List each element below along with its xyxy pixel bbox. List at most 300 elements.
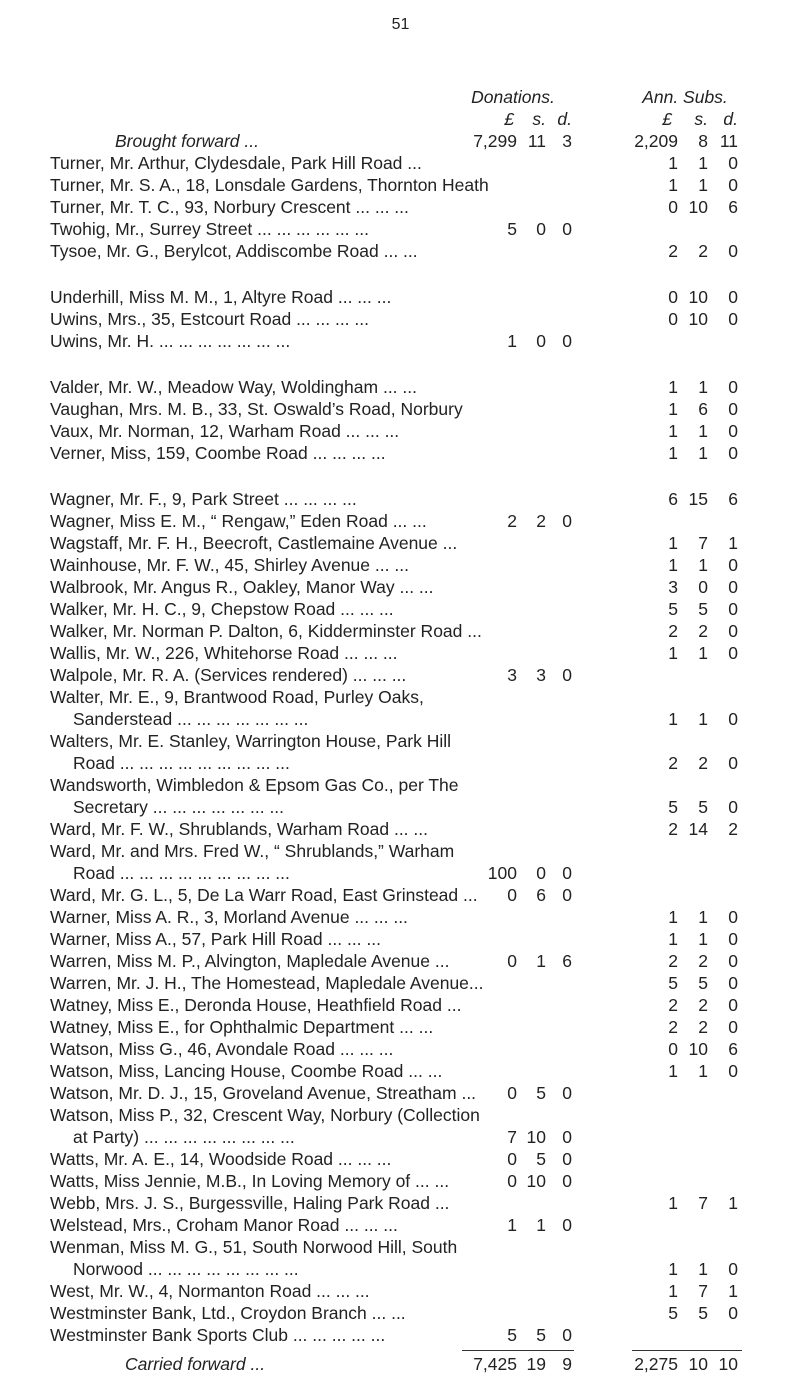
entry-name-text: Watney, Miss E., Deronda House, Heathfield Road	[50, 995, 442, 1015]
entry-name-text: Warner, Miss A., 57, Park Hill Road	[50, 929, 323, 949]
donations-pounds-unit: £	[504, 109, 514, 129]
entry-name-text: Ward, Mr. and Mrs. Fred W., “ Shrublands,” Warham	[50, 841, 455, 861]
ann-subs-shillings: 1	[698, 443, 708, 463]
donation-pence: 0	[562, 863, 572, 883]
entry-name-text: Brought forward	[115, 131, 240, 151]
entry-leader: ... ... ... ... ... ... ... ...	[143, 1259, 299, 1279]
ann-subs-pounds: 1	[668, 399, 678, 419]
ann-subs-shillings: 8	[698, 131, 708, 151]
ann-subs-pence-unit: d.	[723, 109, 738, 129]
entry-name-text: Watts, Mr. A. E., 14, Woodside Road	[50, 1149, 334, 1169]
entry-leader: ... ...	[378, 241, 418, 261]
list-item	[0, 664, 801, 686]
ann-subs-pence: 0	[728, 1259, 738, 1279]
list-item	[0, 928, 801, 950]
ann-subs-pence: 6	[728, 489, 738, 509]
donations-pence-unit: d.	[557, 109, 572, 129]
ann-subs-pence: 1	[728, 1281, 738, 1301]
list-item	[0, 1214, 801, 1236]
entry-leader: ... ... ...	[350, 197, 409, 217]
list-item	[0, 994, 801, 1016]
entry-name	[50, 1280, 625, 1302]
entry-name-text: Webb, Mrs. J. S., Burgessville, Haling Park Road	[50, 1193, 430, 1213]
ann-subs-pence: 6	[728, 1039, 738, 1059]
list-item	[0, 1126, 801, 1148]
entry-leader: ... ... ...	[340, 421, 400, 441]
entry-name-text: Twohig, Mr., Surrey Street	[50, 219, 253, 239]
list-item	[0, 884, 801, 906]
donation-pounds: 0	[507, 1083, 517, 1103]
carried-forward-donations-shillings: 19	[526, 1354, 546, 1374]
entry-leader: ...	[437, 533, 458, 553]
list-item	[0, 532, 801, 554]
ann-subs-pounds: 1	[668, 153, 678, 173]
list-item	[0, 286, 801, 308]
donation-pounds: 1	[507, 1215, 517, 1235]
ann-subs-pounds: 2	[668, 995, 678, 1015]
entry-name	[50, 686, 625, 708]
donation-pounds: 7	[507, 1127, 517, 1147]
donation-pounds: 0	[507, 951, 517, 971]
entry-name-text: Uwins, Mr. H.	[50, 331, 155, 351]
list-item	[0, 642, 801, 664]
ann-subs-pence: 6	[728, 197, 738, 217]
ann-subs-pence: 0	[728, 907, 738, 927]
entry-leader: ... ... ... ... ... ... ...	[172, 709, 309, 729]
ann-subs-pounds: 5	[668, 599, 678, 619]
list-item	[0, 196, 801, 218]
list-item	[0, 330, 801, 352]
list-item	[0, 686, 801, 708]
entry-name-text: Watson, Miss P., 32, Crescent Way, Norbury (Collection	[50, 1105, 480, 1125]
entry-name	[73, 752, 648, 774]
entry-leader: ...	[442, 995, 462, 1015]
ann-subs-shillings: 7	[698, 533, 708, 553]
carried-forward-leader: ...	[245, 1354, 266, 1374]
list-item	[0, 1258, 801, 1280]
ann-subs-shillings: 10	[688, 197, 708, 217]
ann-subs-shillings: 2	[698, 241, 708, 261]
entry-name-text: Walker, Mr. Norman P. Dalton, 6, Kidderminster Road	[50, 621, 463, 641]
entry-leader: ...	[239, 131, 259, 151]
list-item	[0, 420, 801, 442]
donation-pence: 0	[562, 511, 572, 531]
entry-leader: ... ... ...	[311, 1281, 370, 1301]
list-item	[0, 152, 801, 174]
entry-name	[73, 1258, 648, 1280]
ann-subs-pence: 0	[728, 309, 738, 329]
entry-name-text: Ward, Mr. G. L., 5, De La Warr Road, East Grinstead	[50, 885, 459, 905]
entry-name-text: Norwood	[73, 1259, 144, 1279]
entry-name-text: Wainhouse, Mr. F. W., 45, Shirley Avenue	[50, 555, 371, 575]
list-item	[0, 774, 801, 796]
list-item	[0, 554, 801, 576]
ann-subs-shillings: 1	[698, 643, 708, 663]
ann-subs-shillings: 1	[698, 153, 708, 173]
donation-pence: 0	[562, 219, 572, 239]
list-item	[0, 240, 801, 262]
entry-leader: ... ...	[389, 819, 428, 839]
entry-leader: ... ... ...	[335, 599, 394, 619]
entry-name	[50, 1236, 625, 1258]
entry-name-text: Turner, Mr. T. C., 93, Norbury Crescent	[50, 197, 351, 217]
entry-name-text: Warner, Miss A. R., 3, Morland Avenue	[50, 907, 350, 927]
donation-shillings: 1	[536, 951, 546, 971]
entry-leader: ... ...	[366, 1303, 406, 1323]
donations-column-header: Donations.	[471, 87, 555, 107]
ann-subs-pounds: 2	[668, 951, 678, 971]
donation-shillings: 5	[536, 1325, 546, 1345]
carried-forward-ann-subs-shillings: 10	[688, 1354, 708, 1374]
entry-name-text: Wagner, Miss E. M., “ Rengaw,” Eden Road	[50, 511, 388, 531]
entry-name-text: Road	[73, 863, 115, 883]
ann-subs-shillings: 15	[688, 489, 708, 509]
ann-subs-shillings: 1	[698, 1061, 708, 1081]
ann-subs-pence: 0	[728, 973, 738, 993]
entry-name-text: Watson, Mr. D. J., 15, Groveland Avenue, Streatham	[50, 1083, 457, 1103]
donation-pence: 0	[562, 1149, 572, 1169]
entry-leader: ... ... ... ...	[307, 443, 386, 463]
ann-subs-shillings: 0	[698, 577, 708, 597]
ann-subs-pence: 0	[728, 621, 738, 641]
entry-name-text: Wandsworth, Wimbledon & Epsom Gas Co., per The	[50, 775, 459, 795]
ann-subs-column-header: Ann. Subs.	[642, 87, 728, 107]
entry-leader: ...	[402, 153, 422, 173]
ann-subs-shillings: 2	[698, 951, 708, 971]
donation-pence: 3	[562, 131, 572, 151]
ann-subs-pounds: 1	[668, 1061, 678, 1081]
carried-forward-donations-pounds: 7,425	[473, 1354, 517, 1374]
entry-name-text: Turner, Mr. Arthur, Clydesdale, Park Hill Road	[50, 153, 403, 173]
entry-name-text: Westminster Bank Sports Club	[50, 1325, 288, 1345]
ann-subs-pence: 0	[728, 643, 738, 663]
ann-subs-pounds-unit: £	[662, 109, 672, 129]
ann-subs-pence: 2	[728, 819, 738, 839]
list-item	[0, 1302, 801, 1324]
donations-sum-rule	[462, 1350, 574, 1351]
entry-name	[50, 620, 625, 642]
ann-subs-pence: 0	[728, 287, 738, 307]
entry-name	[50, 488, 625, 510]
ann-subs-shillings: 1	[698, 555, 708, 575]
entry-leader: ...	[430, 951, 450, 971]
list-item	[0, 752, 801, 774]
ann-subs-pounds: 0	[668, 197, 678, 217]
ann-subs-shillings: 10	[688, 309, 708, 329]
donation-shillings: 11	[527, 131, 546, 151]
entry-name-text: Sanderstead	[73, 709, 173, 729]
entry-name	[50, 994, 625, 1016]
donation-pounds: 0	[507, 885, 517, 905]
ann-subs-pence: 0	[728, 421, 738, 441]
entry-name	[50, 818, 625, 840]
donation-pence: 0	[562, 1215, 572, 1235]
entry-leader: ... ...	[387, 511, 427, 531]
entry-name	[50, 928, 625, 950]
ann-subs-shillings: 14	[688, 819, 708, 839]
entry-name	[50, 642, 625, 664]
entry-name-text: Walker, Mr. H. C., 9, Chepstow Road	[50, 599, 336, 619]
ann-subs-pence: 0	[728, 241, 738, 261]
donation-shillings: 1	[536, 1215, 546, 1235]
entry-leader: ... ... ... ...	[278, 489, 357, 509]
entry-name-text: West, Mr. W., 4, Normanton Road	[50, 1281, 312, 1301]
list-item	[0, 488, 801, 510]
ann-subs-pounds: 2,209	[634, 131, 678, 151]
ann-subs-pence: 0	[728, 951, 738, 971]
entry-leader: ...	[429, 1193, 450, 1213]
ann-subs-pence: 0	[728, 1303, 738, 1323]
ann-subs-pence: 0	[728, 1017, 738, 1037]
entry-name-text: Warren, Miss M. P., Alvington, Mapledale Avenue	[50, 951, 431, 971]
ann-subs-pounds: 5	[668, 797, 678, 817]
entry-leader: ... ... ...	[333, 287, 392, 307]
donation-shillings: 10	[526, 1127, 546, 1147]
entry-leader: ... ... ... ... ... ... ...	[147, 797, 285, 817]
donation-pounds: 3	[507, 665, 517, 685]
entry-name-text: Ward, Mr. F. W., Shrublands, Warham Road	[50, 819, 390, 839]
ann-subs-pounds: 2	[668, 1017, 678, 1037]
donation-shillings: 3	[536, 665, 546, 685]
donation-shillings: 0	[536, 331, 546, 351]
entry-leader: ... ... ...	[339, 1215, 398, 1235]
entry-name-text: Walter, Mr. E., 9, Brantwood Road, Purley Oaks,	[50, 687, 424, 707]
entry-name	[50, 554, 625, 576]
ann-subs-shillings: 1	[698, 1259, 708, 1279]
list-item	[0, 174, 801, 196]
entry-name	[50, 1016, 625, 1038]
ann-subs-pence: 0	[728, 929, 738, 949]
list-item	[0, 1324, 801, 1346]
ann-subs-shillings: 5	[698, 599, 708, 619]
ann-subs-shillings: 10	[688, 287, 708, 307]
donation-pence: 0	[562, 885, 572, 905]
entry-leader: ... ... ... ... ... ...	[252, 219, 369, 239]
ann-subs-shillings: 7	[698, 1193, 708, 1213]
list-item	[0, 708, 801, 730]
list-item	[0, 862, 801, 884]
entry-name-text: Turner, Mr. S. A., 18, Lonsdale Gardens, Thornton Heath	[50, 175, 489, 195]
donation-pence: 6	[562, 951, 572, 971]
entry-leader: ... ...	[378, 377, 417, 397]
entry-name	[73, 708, 648, 730]
entry-name	[50, 420, 625, 442]
entry-leader: ... ... ...	[347, 665, 407, 685]
list-item	[0, 1170, 801, 1192]
list-item	[0, 1016, 801, 1038]
entry-name	[50, 774, 625, 796]
list-item	[0, 218, 801, 240]
ann-subs-shillings: 1	[698, 421, 708, 441]
entry-leader: ... ... ...	[333, 1149, 392, 1169]
ann-subs-shillings: 1	[698, 929, 708, 949]
ann-subs-pounds: 1	[668, 377, 678, 397]
entry-name-text: Walters, Mr. E. Stanley, Warrington House, Park Hill	[50, 731, 451, 751]
entry-name	[115, 130, 690, 152]
donation-pounds: 5	[507, 219, 517, 239]
ann-subs-pounds: 1	[668, 1259, 678, 1279]
entry-name-text: Road	[73, 753, 115, 773]
entry-leader: ...	[456, 1083, 477, 1103]
ann-subs-shillings: 7	[698, 1281, 708, 1301]
entry-name	[50, 1060, 625, 1082]
list-item	[0, 576, 801, 598]
entry-name	[50, 1192, 625, 1214]
ann-subs-pence: 0	[728, 555, 738, 575]
donation-shillings: 5	[536, 1149, 546, 1169]
entry-name	[50, 532, 625, 554]
list-item	[0, 906, 801, 928]
entry-leader: ...	[462, 621, 482, 641]
entry-leader: ... ...	[410, 1171, 450, 1191]
entry-name-text: Underhill, Miss M. M., 1, Altyre Road	[50, 287, 333, 307]
entry-name	[50, 376, 625, 398]
entry-name	[50, 1302, 625, 1324]
entry-name-text: Vaux, Mr. Norman, 12, Warham Road	[50, 421, 341, 441]
ann-subs-pounds: 5	[668, 1303, 678, 1323]
list-item	[0, 1060, 801, 1082]
entry-leader: ...	[458, 885, 478, 905]
ann-subs-shillings: 2	[698, 753, 708, 773]
ann-subs-shillings: 5	[698, 797, 708, 817]
ann-subs-pence: 0	[728, 1061, 738, 1081]
ann-subs-shillings: 5	[698, 973, 708, 993]
entry-name	[50, 286, 625, 308]
ann-subs-pence: 1	[728, 1193, 738, 1213]
ann-subs-pounds: 0	[668, 287, 678, 307]
entry-leader: ... ...	[394, 577, 434, 597]
entry-name-text: Wagner, Mr. F., 9, Park Street	[50, 489, 279, 509]
ann-subs-pounds: 2	[668, 819, 678, 839]
entry-name-text: Welstead, Mrs., Croham Manor Road	[50, 1215, 340, 1235]
list-item	[0, 620, 801, 642]
ann-subs-pence: 0	[728, 709, 738, 729]
entry-name	[50, 730, 625, 752]
donation-pounds: 7,299	[473, 131, 517, 151]
list-item	[0, 598, 801, 620]
ann-subs-pence: 0	[728, 995, 738, 1015]
carried-forward-row	[0, 1353, 801, 1375]
list-item	[0, 840, 801, 862]
ann-subs-pence: 0	[728, 599, 738, 619]
entry-leader: ... ... ... ... ... ... ... ... ...	[114, 863, 290, 883]
entry-name-text: Verner, Miss, 159, Coombe Road	[50, 443, 308, 463]
entry-name	[50, 152, 625, 174]
entry-name-text: Uwins, Mrs., 35, Estcourt Road	[50, 309, 292, 329]
ann-subs-pence: 1	[728, 533, 738, 553]
list-item	[0, 442, 801, 464]
carried-forward-ann-subs-pounds: 2,275	[634, 1354, 678, 1374]
donation-pence: 0	[562, 331, 572, 351]
donation-pounds: 0	[507, 1171, 517, 1191]
ann-subs-shillings-unit: s.	[694, 109, 708, 129]
ann-subs-pounds: 1	[668, 907, 678, 927]
ann-subs-pounds: 1	[668, 555, 678, 575]
list-item	[0, 950, 801, 972]
entry-leader: ... ... ...	[339, 643, 398, 663]
ann-subs-pounds: 2	[668, 753, 678, 773]
entry-name	[50, 972, 625, 994]
list-item	[0, 818, 801, 840]
donation-shillings: 5	[536, 1083, 546, 1103]
ann-subs-pounds: 0	[668, 1039, 678, 1059]
list-item	[0, 1104, 801, 1126]
ann-subs-pence: 0	[728, 399, 738, 419]
entry-leader: ... ... ... ... ... ... ...	[154, 331, 291, 351]
donation-pence: 0	[562, 1171, 572, 1191]
ann-subs-shillings: 1	[698, 907, 708, 927]
ann-subs-pounds: 1	[668, 643, 678, 663]
entry-leader: ... ... ... ... ... ... ... ...	[139, 1127, 295, 1147]
donation-pence: 0	[562, 1127, 572, 1147]
entry-leader: ...	[468, 973, 484, 993]
list-item	[0, 308, 801, 330]
entry-name-text: Valder, Mr. W., Meadow Way, Woldingham	[50, 377, 379, 397]
ann-subs-pence: 0	[728, 753, 738, 773]
donation-shillings: 0	[536, 863, 546, 883]
ann-subs-pence: 11	[719, 131, 738, 151]
entry-leader: ... ... ...	[335, 1039, 394, 1059]
ann-subs-pounds: 1	[668, 443, 678, 463]
ann-subs-pounds: 1	[668, 1281, 678, 1301]
entry-leader: ... ... ...	[322, 929, 381, 949]
donation-pence: 0	[562, 665, 572, 685]
carried-forward-ann-subs-pence: 10	[718, 1354, 738, 1374]
ann-subs-pounds: 1	[668, 929, 678, 949]
ann-subs-pounds: 3	[668, 577, 678, 597]
ann-subs-shillings: 2	[698, 621, 708, 641]
ann-subs-pounds: 1	[668, 175, 678, 195]
entry-name-text: Westminster Bank, Ltd., Croydon Branch	[50, 1303, 367, 1323]
entry-name-text: Wenman, Miss M. G., 51, South Norwood Hill, South	[50, 1237, 458, 1257]
list-item	[0, 1082, 801, 1104]
list-item	[0, 730, 801, 752]
entry-name	[73, 796, 648, 818]
entry-name-text: Wagstaff, Mr. F. H., Beecroft, Castlemaine Avenue	[50, 533, 438, 553]
entry-name-text: Vaughan, Mrs. M. B., 33, St. Oswald’s Road, Norbury	[50, 399, 463, 419]
ann-subs-sum-rule	[632, 1350, 742, 1351]
ann-subs-pence: 0	[728, 443, 738, 463]
ann-subs-pence: 0	[728, 175, 738, 195]
entry-name-text: Watts, Miss Jennie, M.B., In Loving Memory of	[50, 1171, 411, 1191]
ann-subs-shillings: 1	[698, 175, 708, 195]
carried-forward-label: Carried forward	[125, 1354, 246, 1374]
entry-name	[50, 398, 625, 420]
ann-subs-pounds: 0	[668, 309, 678, 329]
ann-subs-shillings: 2	[698, 995, 708, 1015]
entry-name-text: Walbrook, Mr. Angus R., Oakley, Manor Way	[50, 577, 395, 597]
entry-name	[50, 196, 625, 218]
entry-name-text: at Party)	[73, 1127, 140, 1147]
list-item	[0, 1280, 801, 1302]
ann-subs-pence: 0	[728, 577, 738, 597]
entry-name	[50, 174, 625, 196]
entry-name-text: Wallis, Mr. W., 226, Whitehorse Road	[50, 643, 340, 663]
donation-shillings: 2	[536, 511, 546, 531]
list-item	[0, 972, 801, 994]
entry-name-text: Tysoe, Mr. G., Berylcot, Addiscombe Road	[50, 241, 379, 261]
entry-name-text: Watson, Miss, Lancing House, Coombe Road	[50, 1061, 404, 1081]
list-item	[0, 1192, 801, 1214]
ann-subs-pounds: 2	[668, 621, 678, 641]
donation-shillings: 10	[526, 1171, 546, 1191]
ann-subs-shillings: 1	[698, 709, 708, 729]
entry-name-text: Watney, Miss E., for Ophthalmic Department	[50, 1017, 395, 1037]
ann-subs-pounds: 1	[668, 709, 678, 729]
entry-name-text: Secretary	[73, 797, 148, 817]
donation-pence: 0	[562, 1083, 572, 1103]
brought-forward-row	[0, 130, 801, 152]
